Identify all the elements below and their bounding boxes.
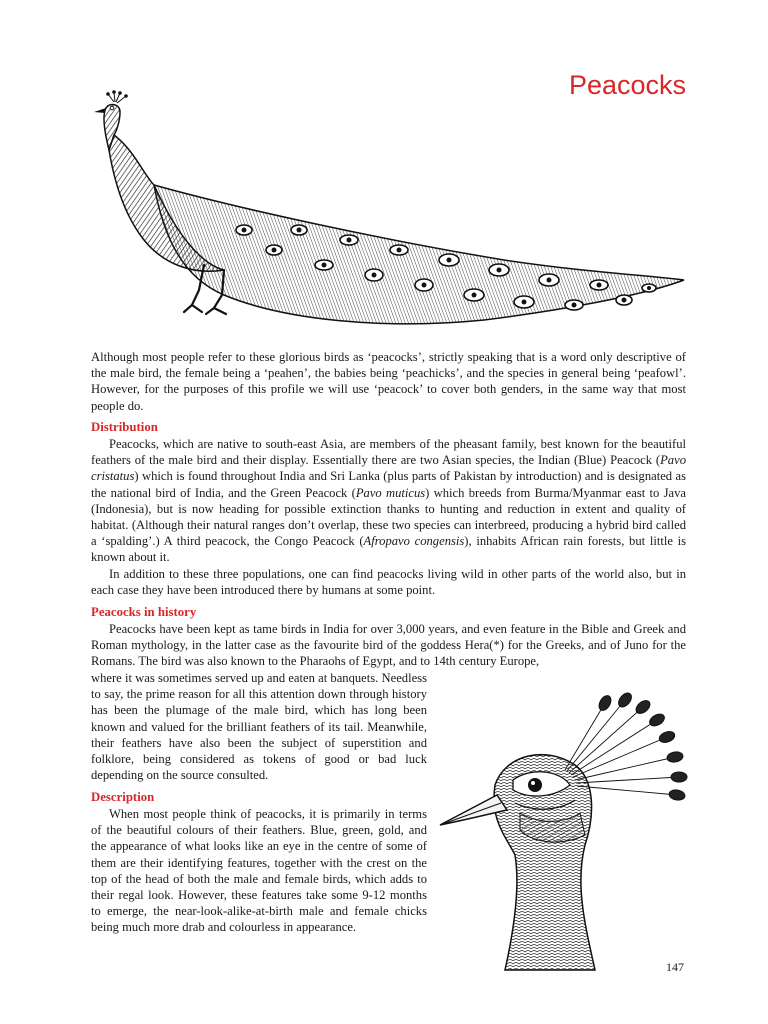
peacock-head-illustration (435, 685, 690, 975)
distribution-paragraph-1: Peacocks, which are native to south-east Asia, are members of the pheasant family, best known for the beautiful feathers of the male bird and their display. Essentially there are two Asian species, the Indian (Blue) Peacock (Pavo cristatus) which is found throughout India and Sri Lanka (plus parts of Pakistan by introduction) and is designated as the national bird of India, and the Green Peacock (Pavo muticus) which breeds from Burma/Myanmar east to Java (Indonesia), but is now heading for possible extinction thanks to hunting and reduction in extent and quality of habitat. (Although their natural ranges don’t overlap, these two species can interbreed, producing a hybrid bird called a ‘spalding’.) A third peacock, the Congo Peacock (Afropavo congensis), inhabits African rain forests, but little is known about it. (91, 437, 686, 565)
distribution-paragraph-2: In addition to these three populations, one can find peacocks living wild in other parts of the world also, but in each case they have been introduced there by humans at some point. (91, 566, 686, 597)
page-title: Peacocks (568, 70, 686, 100)
description-paragraph: When most people think of peacocks, it is primarily in terms of the beautiful colours of their feathers. Blue, green, gold, and the appearance of what looks like an eye in the centre of some of them are their identifying features, together with the crest on the top of the head of both the male and female birds, which adds to their regal look. However, these features take some 9-12 months to emerge, the near-look-alike-at-birth male and female chicks being much more drab and colourless in appearance. (91, 807, 427, 935)
history-paragraph-narrow: where it was sometimes served up and eaten at banquets. Needless to say, the prime reason for all this attention down through history has been the plumage of the male bird, which has long been known and valued for the brilliant feathers of its tail. Meanwhile, their feathers have also been the subject of superstition and folklore, being considered as tokens of good or bad luck depending on the source consulted. (91, 671, 427, 783)
description-heading: Description (91, 790, 155, 804)
distribution-section (91, 436, 686, 598)
history-paragraph-full: Peacocks have been kept as tame birds in India for over 3,000 years, and even feature in the Bible and Greek and Roman mythology, in the latter case as the favourite bird of the goddess Hera(*) for the Greeks, and of Juno for the Romans. The bird was also known to the Pharaohs of Egypt, and to 14th century Europe, (91, 622, 686, 669)
distribution-heading: Distribution (91, 420, 158, 434)
history-heading: Peacocks in history (91, 605, 197, 619)
intro-paragraph: Although most people refer to these glorious birds as ‘peacocks’, strictly speaking that is a word only descriptive of the male bird, the female being a ‘peahen’, the babies being ‘peachicks’, and the species in general being ‘peafowl’. However, for the purposes of this profile we will use ‘peacock’ to cover both genders, in the same way that most people do. (91, 350, 686, 413)
peacock-full-illustration (84, 90, 688, 350)
page-number: 147 (666, 960, 684, 974)
